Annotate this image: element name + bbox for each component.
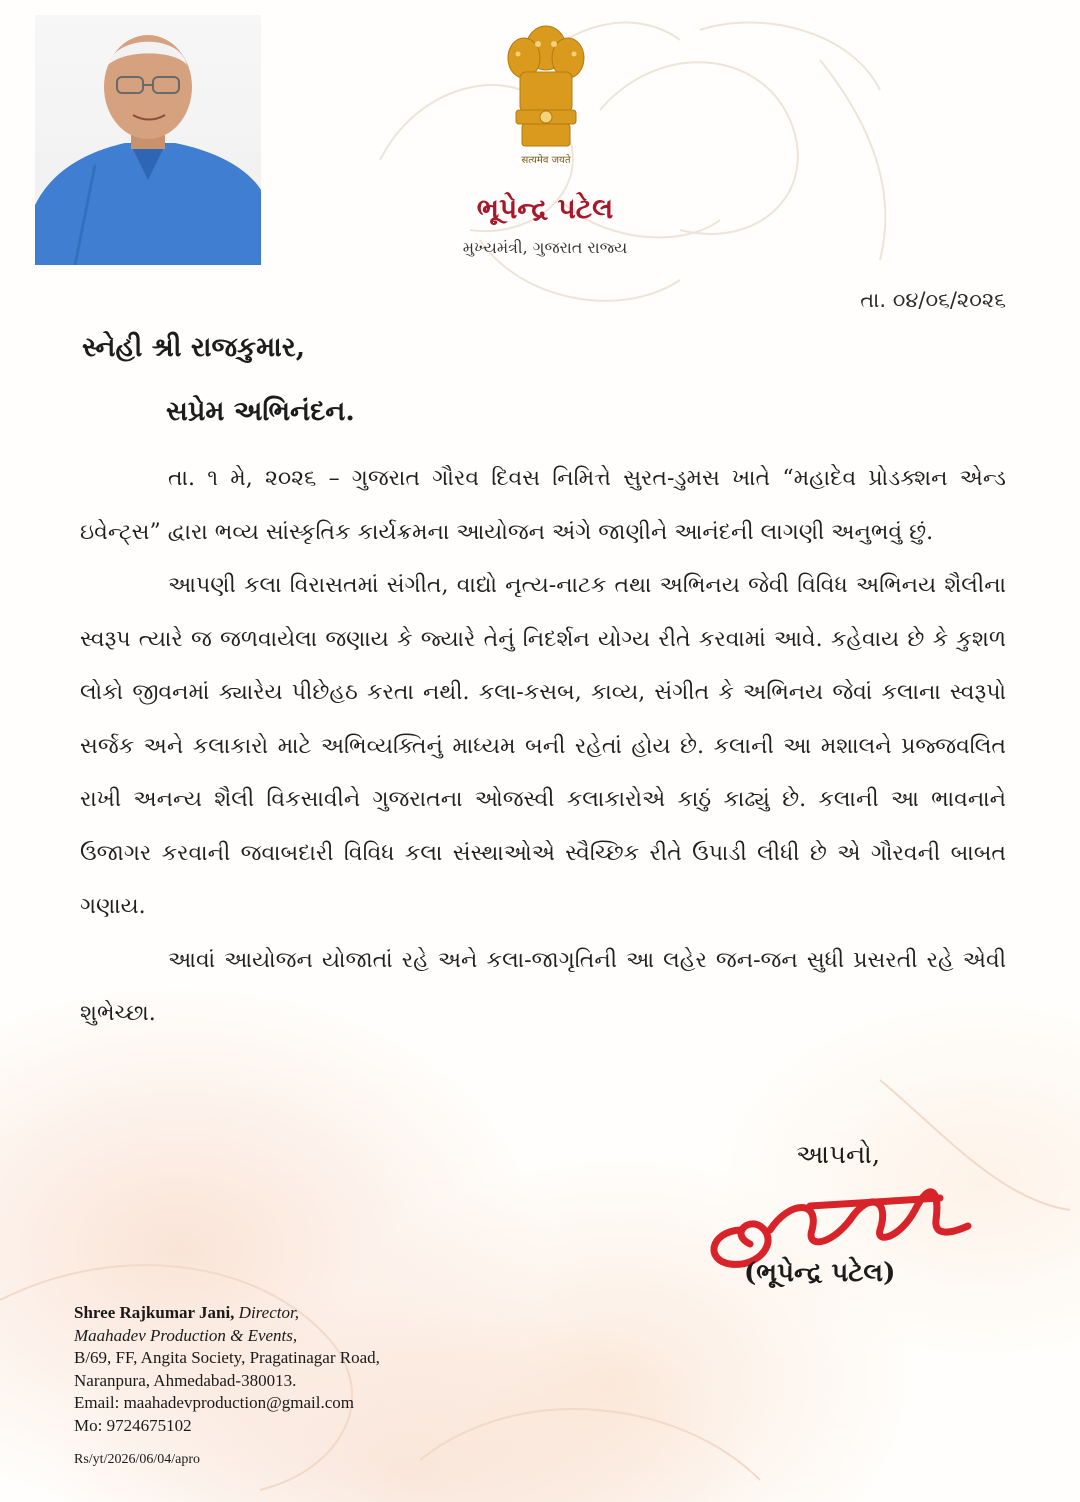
national-emblem-icon — [498, 18, 594, 170]
address-line-1: B/69, FF, Angita Society, Pragatinagar Road, — [74, 1348, 380, 1367]
letter-date: તા. ૦૪/૦૬/૨૦૨૬ — [860, 288, 1006, 312]
paragraph-1: તા. ૧ મે, ૨૦૨૬ – ગુજરાત ગૌરવ દિવસ નિમિત્તે સુરત-ડુમસ ખાતે “મહાદેવ પ્રોડક્શન એન્ડ ઇવેન્ટ્સ” દ્વારા ભવ્ય સાંસ્કૃતિક કાર્યક્રમના આયોજન અંગે જાણીને આનંદની લાગણી અનુભવું છું. — [80, 466, 1006, 545]
recipient-title: Director, — [238, 1303, 299, 1322]
closing: આપનો, — [796, 1140, 881, 1170]
recipient-name: Shree Rajkumar Jani, — [74, 1303, 235, 1322]
paragraph-2: આપણી કલા વિરાસતમાં સંગીત, વાદ્યો નૃત્ય-નાટક તથા અભિનય જેવી વિવિધ અભિનય શૈલીના સ્વરૂપ ત્યારે જ જળવાયેલા જણાય કે જ્યારે તેનું નિદર્શન યોગ્ય રીતે કરવામાં આવે. કહેવાય છે કે કુશળ લોકો જીવનમાં ક્યારેય પીછેહઠ કરતા નથી. કલા-કસબ, કાવ્ય, સંગીત કે અભિનય જેવાં કલાના સ્વરૂપો સર્જક અને કલાકારો માટે અભિવ્યક્તિનું માધ્યમ બની રહેતાં હોય છે. કલાની આ મશાલને પ્રજ્જવલિત રાખી અનન્ય શૈલી વિકસાવીને ગુજરાતના ઓજસ્વી કલાકારોએ કાઠું કાઢ્યું છે. કલાની આ ભાવનાને ઉજાગર કરવાની જવાબદારી વિવિધ કલા સંસ્થાઓએ સ્વૈચ્છિક રીતે ઉપાડી લીધી છે એ ગૌરવની બાબત ગણાય. — [80, 573, 1006, 919]
salutation: સ્નેહી શ્રી રાજકુમાર, — [82, 332, 306, 363]
letterhead-designation: મુખ્યમંત્રી, ગુજરાત રાજ્ય — [462, 238, 628, 257]
recipient-mobile: Mo: 9724675102 — [74, 1415, 192, 1435]
recipient-email: Email: maahadevproduction@gmail.com — [74, 1393, 355, 1412]
chief-minister-photo — [35, 15, 261, 265]
emblem-motto: सत्यमेव जयते — [521, 155, 571, 166]
recipient-address — [74, 1302, 594, 1437]
address-line-2: Naranpura, Ahmedabad-380013. — [74, 1370, 297, 1390]
recipient-name-line — [74, 1302, 594, 1325]
letter-body — [80, 452, 1006, 1041]
reference-number: Rs/yt/2026/06/04/apro — [74, 1452, 200, 1467]
greeting: સપ્રેમ અભિનંદન. — [166, 396, 355, 427]
letterhead-name: ભૂપેન્દ્ર પટેલ — [476, 192, 614, 225]
paragraph-3: આવાં આયોજન યોજાતાં રહે અને કલા-જાગૃતિની આ લહેર જન-જન સુધી પ્રસરતી રહે એવી શુભેચ્છા. — [80, 947, 1006, 1026]
signed-name: (ભૂપેન્દ્ર પટેલ) — [744, 1258, 896, 1288]
recipient-organization: Maahadev Production & Events, — [74, 1325, 298, 1345]
